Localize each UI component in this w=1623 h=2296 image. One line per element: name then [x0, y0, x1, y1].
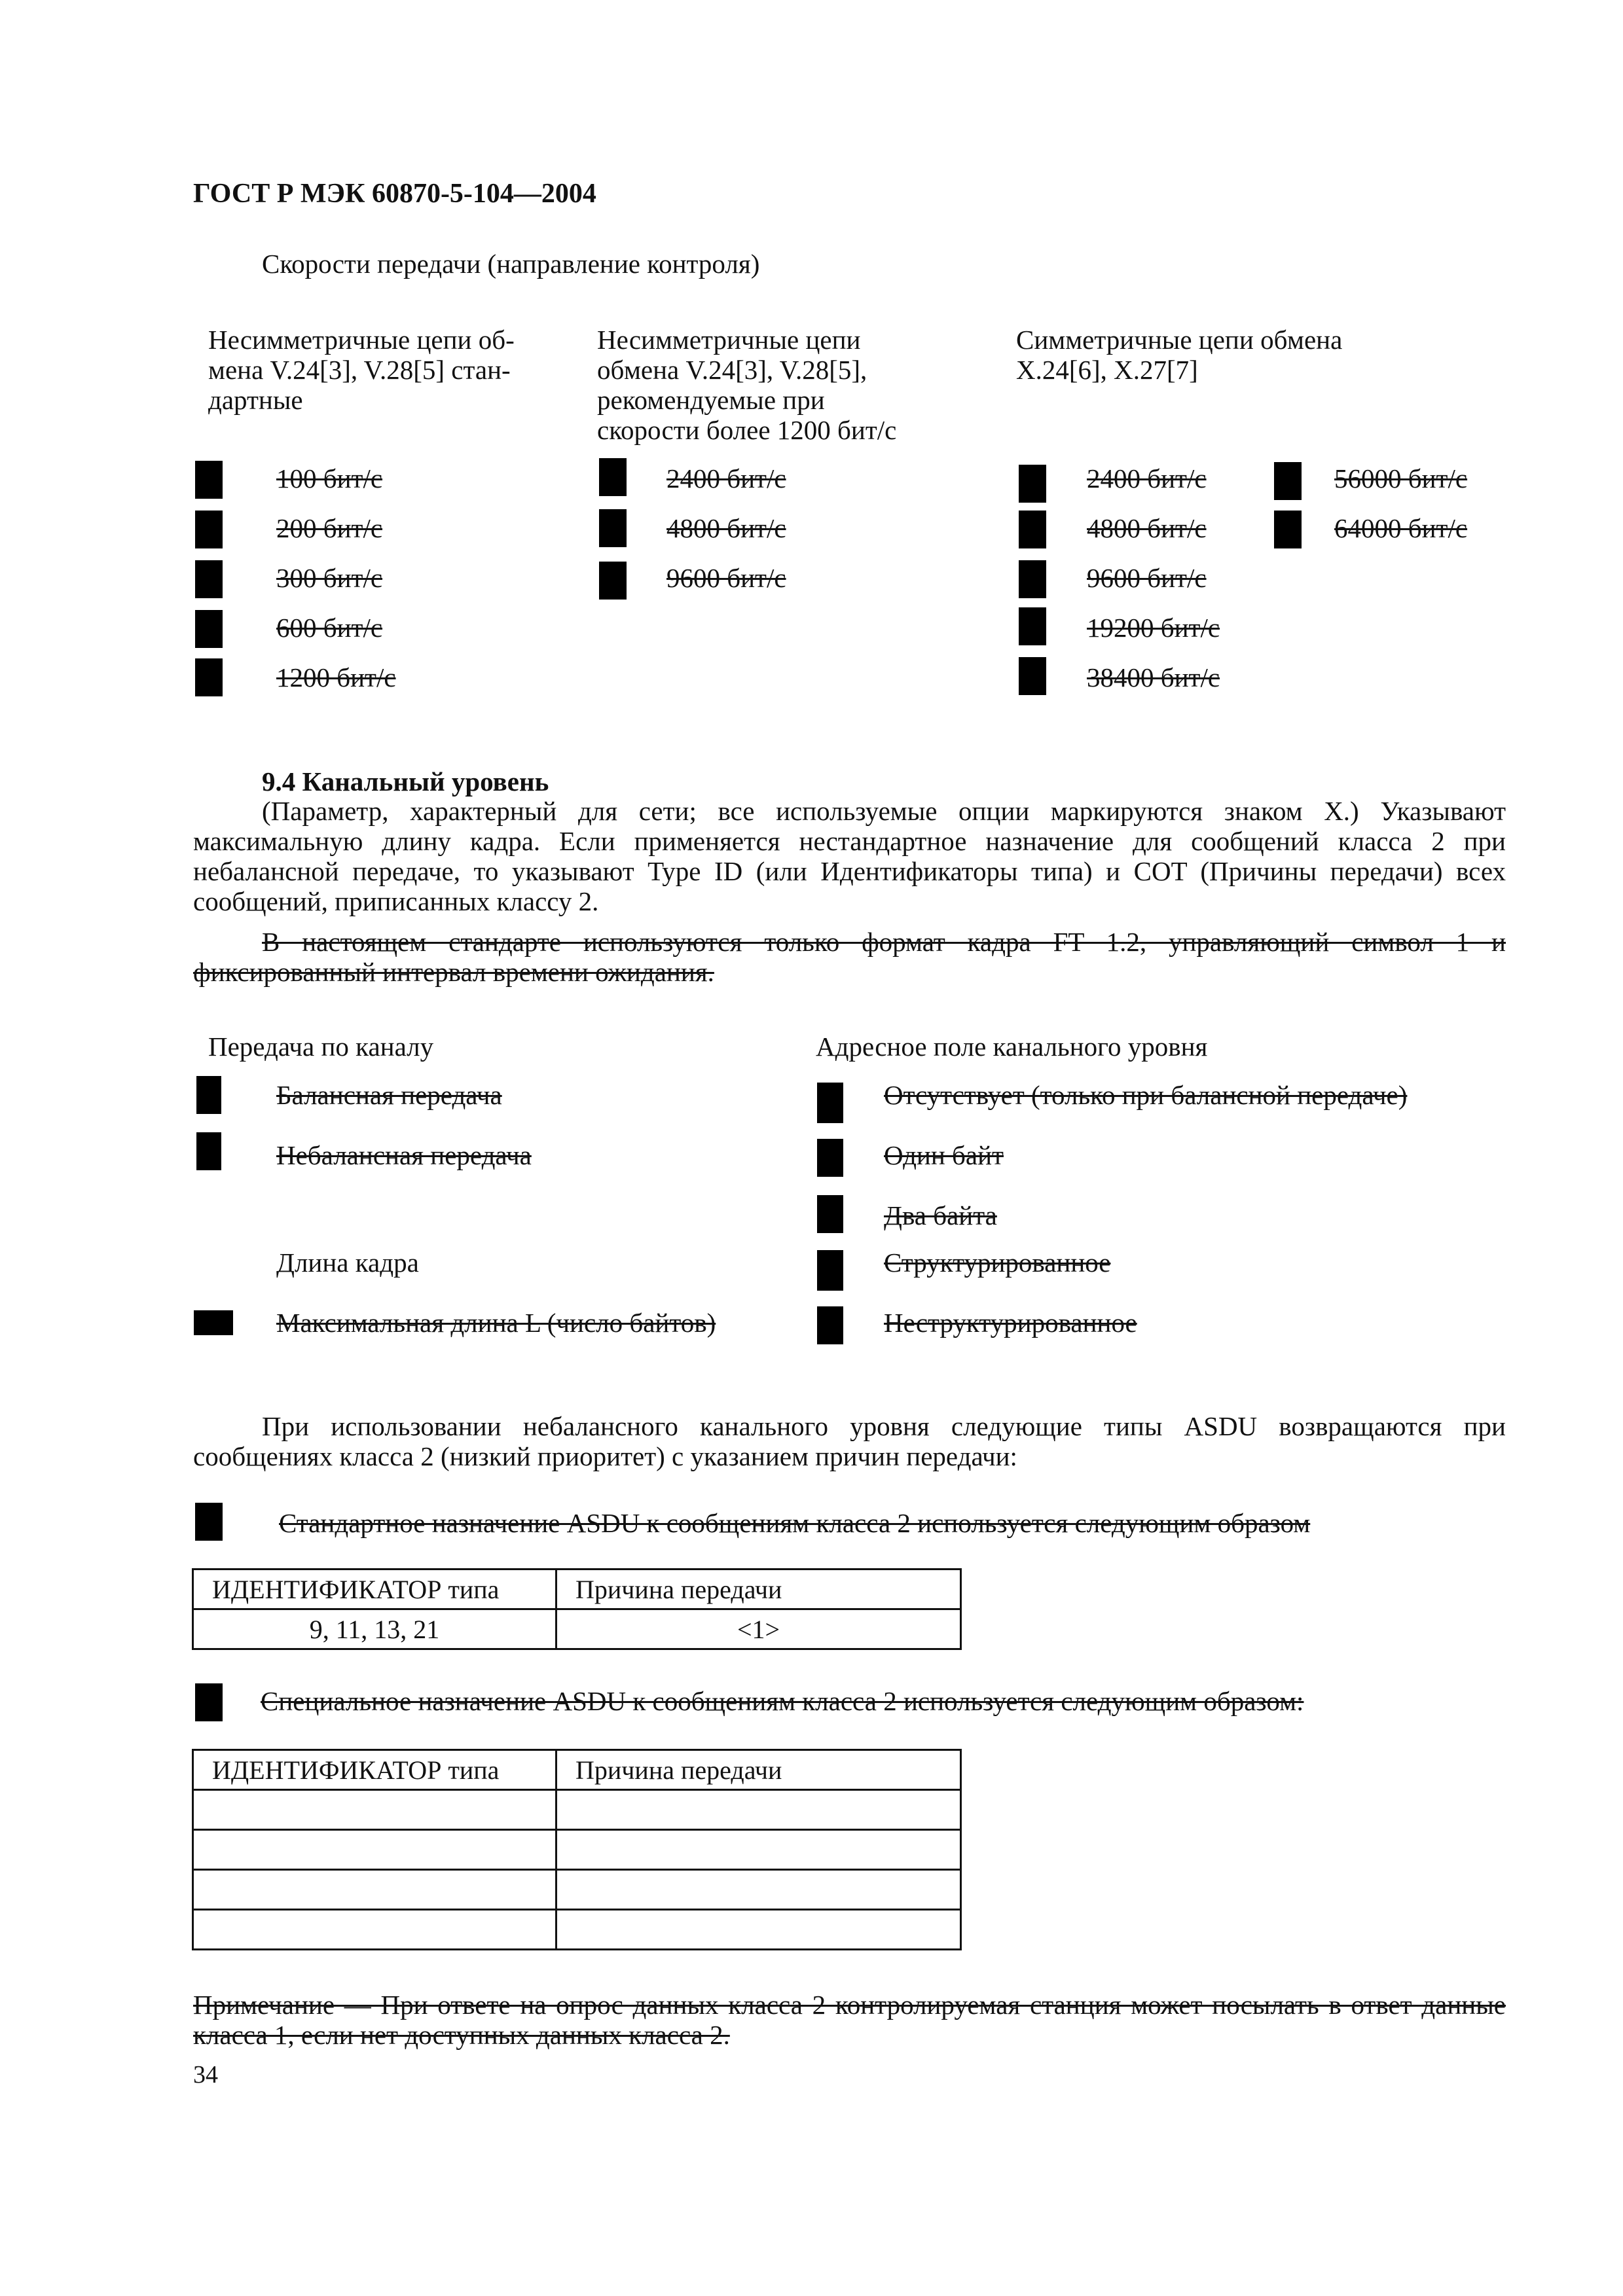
address-item: Отсутствует (только при балансной передаче): [884, 1080, 1408, 1110]
checkbox-special-assignment[interactable]: [195, 1683, 223, 1721]
table-header: ИДЕНТИФИКАТОР типа: [193, 1750, 556, 1790]
checkbox-4800-sym[interactable]: [1019, 511, 1046, 548]
asdu-table-standard: [192, 1568, 962, 1650]
speed-item: 1200 бит/с: [276, 662, 396, 692]
checkbox-address-none[interactable]: [817, 1083, 843, 1123]
table-cell-empty[interactable]: [556, 1790, 961, 1830]
address-item: Структурированное: [884, 1247, 1111, 1278]
speed-item: 64000 бит/с: [1334, 513, 1468, 543]
table-cell-empty[interactable]: [556, 1870, 961, 1910]
address-item: Два байта: [884, 1200, 997, 1230]
checkbox-address-structured[interactable]: [817, 1250, 843, 1291]
frame-length-title: Длина кадра: [276, 1247, 419, 1278]
table-header: ИДЕНТИФИКАТОР типа: [193, 1570, 556, 1609]
speed-item: 600 бит/с: [276, 613, 383, 643]
table-cell-empty[interactable]: [556, 1910, 961, 1950]
table-cell-empty[interactable]: [193, 1830, 556, 1870]
speed-item: 2400 бит/с: [1087, 463, 1207, 493]
checkbox-max-length[interactable]: [194, 1310, 233, 1335]
checkbox-9600-sym[interactable]: [1019, 560, 1046, 598]
checkbox-1200[interactable]: [195, 658, 223, 696]
transfer-item: Балансная передача: [276, 1080, 502, 1110]
page-number: 34: [193, 2061, 218, 2089]
speed-item: 38400 бит/с: [1087, 662, 1220, 692]
checkbox-38400[interactable]: [1019, 657, 1046, 695]
address-title: Адресное поле канального уровня: [816, 1031, 1208, 1062]
checkbox-300[interactable]: [195, 560, 223, 598]
table-cell-empty[interactable]: [193, 1790, 556, 1830]
table-cell: <1>: [556, 1609, 961, 1649]
speed-item: 9600 бит/с: [666, 563, 786, 593]
table-header: Причина передачи: [556, 1750, 961, 1790]
transfer-item: Небалансная передача: [276, 1140, 532, 1170]
special-option: Специальное назначение ASDU к сообщениям класса 2 используется следующим образом:: [261, 1686, 1304, 1716]
speed-item: 19200 бит/с: [1087, 613, 1220, 643]
transfer-title: Передача по каналу: [208, 1031, 434, 1062]
speeds-col3-heading: Симметричные цепи обмена X.24[6], X.27[7]: [1016, 325, 1343, 385]
speed-item: 200 бит/с: [276, 513, 383, 543]
speed-item: 4800 бит/с: [1087, 513, 1207, 543]
checkbox-100[interactable]: [195, 461, 223, 499]
address-item: Один байт: [884, 1140, 1004, 1170]
checkbox-4800-asym[interactable]: [599, 509, 627, 547]
table-cell-empty[interactable]: [556, 1830, 961, 1870]
speeds-title: Скорости передачи (направление контроля): [262, 249, 760, 279]
table-header: Причина передачи: [556, 1570, 961, 1609]
speeds-col1-heading: Несимметричные цепи об- мена V.24[3], V.28[5] стан- дартные: [208, 325, 515, 415]
section-heading: 9.4 Канальный уровень: [262, 766, 549, 797]
checkbox-19200[interactable]: [1019, 607, 1046, 645]
standard-option: Стандартное назначение ASDU к сообщениям класса 2 используется следующим образом: [279, 1508, 1311, 1538]
address-item: Неструктурированное: [884, 1308, 1137, 1338]
table-cell-empty[interactable]: [193, 1870, 556, 1910]
checkbox-600[interactable]: [195, 610, 223, 648]
checkbox-balanced[interactable]: [196, 1076, 221, 1114]
checkbox-address-unstructured[interactable]: [817, 1306, 843, 1344]
speed-item: 100 бит/с: [276, 463, 383, 493]
frame-length-item: Максимальная длина L (число байтов): [276, 1308, 716, 1338]
checkbox-unbalanced[interactable]: [196, 1132, 221, 1170]
checkbox-2400-asym[interactable]: [599, 458, 627, 496]
checkbox-standard-assignment[interactable]: [195, 1503, 223, 1541]
asdu-table-special: [192, 1749, 962, 1950]
checkbox-9600-asym[interactable]: [599, 562, 627, 600]
checkbox-address-one-byte[interactable]: [817, 1139, 843, 1177]
section-paragraph: (Параметр, характерный для сети; все используемые опции маркируются знаком X.) Указывают максимальную длину кадра. Если применяется нестандартное назначение для сообщений класса 2 при небалансной передаче, то указывают Type ID (или Идентификаторы типа) и COT (Причины передачи) всех сообщений, приписанных классу 2.: [193, 796, 1506, 916]
table-cell: 9, 11, 13, 21: [193, 1609, 556, 1649]
checkbox-2400-sym[interactable]: [1019, 465, 1046, 503]
document-code: ГОСТ Р МЭК 60870-5-104—2004: [193, 179, 596, 209]
speed-item: 4800 бит/с: [666, 513, 786, 543]
asdu-intro: При использовании небалансного канального уровня следующие типы ASDU возвращаются при сообщениях класса 2 (низкий приоритет) с указанием причин передачи:: [193, 1411, 1506, 1471]
note: Примечание — При ответе на опрос данных класса 2 контролируемая станция может посылать в ответ данные класса 1, если нет доступных данных класса 2.: [193, 1990, 1506, 2050]
table-cell-empty[interactable]: [193, 1910, 556, 1950]
speed-item: 56000 бит/с: [1334, 463, 1468, 493]
checkbox-64000[interactable]: [1274, 511, 1302, 548]
speed-item: 2400 бит/с: [666, 463, 786, 493]
speed-item: 300 бит/с: [276, 563, 383, 593]
speeds-col2-heading: Несимметричные цепи обмена V.24[3], V.28[5], рекомендуемые при скорости более 1200 бит/с: [597, 325, 897, 445]
checkbox-address-two-bytes[interactable]: [817, 1195, 843, 1233]
section-struck-paragraph: В настоящем стандарте используются только формат кадра FT 1.2, управляющий символ 1 и фиксированный интервал времени ожидания.: [193, 927, 1506, 987]
checkbox-200[interactable]: [195, 511, 223, 548]
checkbox-56000[interactable]: [1274, 462, 1302, 500]
speed-item: 9600 бит/с: [1087, 563, 1207, 593]
